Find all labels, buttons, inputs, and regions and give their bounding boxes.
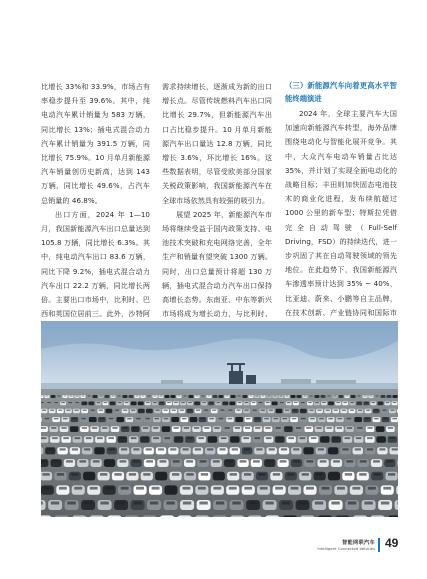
article-column-3 <box>285 79 397 334</box>
paragraph: 需求持续增长，逐渐成为新的出口增长点。尽管传统燃料汽车出口同比增长 29.7%，但新能源汽车出口占比稳步提升。10 月单月新能源汽车出口量达 12.8 万辆，同比增长 3.6%，环比增长 16%。这些数据表明，尽管受欧美部分国家关税政策影响，我国新能源汽车在全球市场依然具有较强的吸引力。 <box>162 82 272 205</box>
port-car-export-photo <box>41 321 398 517</box>
magazine-title: 智能网联汽车 <box>342 540 375 546</box>
article-column-1 <box>41 80 150 350</box>
page-number: 49 <box>385 536 399 550</box>
paragraph: 2024 年，全球主要汽车大国加速向新能源汽车转型，海外品牌围绕电动化与智能化展开竞争。其中，大众汽车电动车销量占比达 35%，并计划了实现全面电动化的战略目标；丰田则加快固态电池技术的商业化进程，发布续航超过 1000 公里的新车型；特斯拉凭借完全自动驾驶（Full-Self Driving，FSD）的持续迭代，进一步巩固了其在自动驾驶领域的领先地位。在此趋势下，我国新能源汽车渗透率预计达到 35% ~ 40%，比亚迪、蔚来、小鹏等自主品牌，在技术创新、产业链协同和国际市 <box>285 109 397 317</box>
page-footer <box>0 536 427 556</box>
magazine-subtitle: Intelligent Connected Vehicles <box>317 546 375 551</box>
paragraph: 展望 2025 年，新能源汽车市场将继续受益于国内政策支持、电池技术突破和充电网络完善，全年生产和销量有望突破 1300 万辆。同时，出口总量预计将超 130 万辆，插电式混合动力汽车出口保持高增长态势。东南亚、中东等新兴市场将成为增长动力，与比利时、 <box>162 209 272 319</box>
section-heading: （三）新能源汽车向着更高水平智能终端演进 <box>285 81 397 103</box>
article-column-2 <box>162 80 272 336</box>
paragraph: 比增长 33%和 33.9%，市场占有率稳步提升至 39.6%。其中，纯电动汽车累计销量为 583 万辆，同比增长 13%；插电式混合动力汽车累计销量为 391.5 万辆，同比增长 75.9%。10 月单月新能源汽车销量创历史新高，达到 143 万辆，同比增长 49.6%，占汽车总销量的 46.8%。 <box>41 82 150 205</box>
paragraph: 出口方面，2024 年 1—10 月，我国新能源汽车出口总量达到 105.8 万辆，同比增长 6.3%。其中，纯电动汽车出口 83.6 万辆，同比下降 9.2%，插电式混合动力汽车出口 22.2 万辆，同比增长两倍。主要出口市场中，比利时、巴西和英国位居前三。此外，沙特阿 <box>41 209 150 319</box>
footer-divider <box>378 538 380 552</box>
